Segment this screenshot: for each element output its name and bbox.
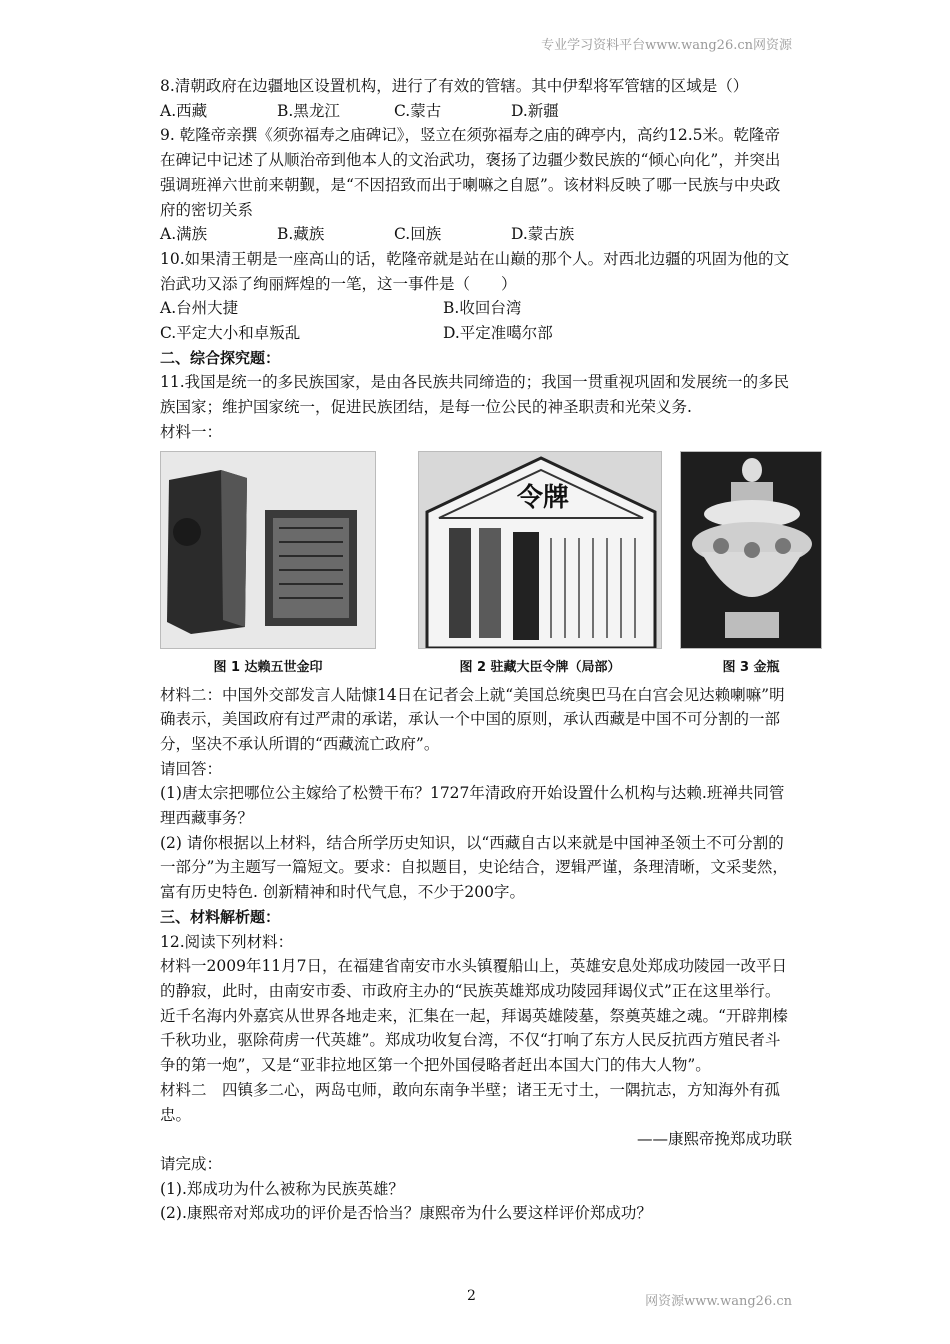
q11-material2: 材料二：中国外交部发言人陆慷14日在记者会上就“美国总统奥巴马在白宫会见达赖喇嘛”明确表示，美国政府有过严肃的承诺，承认一个中国的原则，承认西藏是中国不可分割的一部分，坚决不承认所谓的“西藏流亡政府”。 [160, 685, 785, 753]
q10-option-c: C.平定大小和卓叛乱 [160, 324, 301, 343]
q12-sub1: (1).郑成功为什么被称为民族英雄？ [160, 1179, 404, 1198]
golden-seal-image [160, 451, 376, 649]
page-number: 2 [467, 1288, 476, 1304]
q10-options-row2 [160, 321, 792, 346]
q10-option-a: A.台州大捷 [160, 299, 239, 318]
q8-option-c: C.蒙古 [394, 101, 442, 120]
figure-3-caption: 图 3 金瓶 [722, 659, 780, 675]
q12-material1: 材料一2009年11月7日，在福建省南安市水头镇覆船山上，英雄安息处郑成功陵园一改平日的静寂，此时，由南安市委、市政府主办的“民族英雄郑成功陵园拜谒仪式”正在这里举行。近千名海内外嘉宾从世界各地走来，汇集在一起，拜谒英雄陵墓，祭奠英雄之魂。“开辟荆榛千秋功业，驱除荷虏一代英雄”。郑成功收复台湾，不仅“打响了东方人民反抗西方殖民者斗争的第一炮”，又是“亚非拉地区第一个把外国侵略者赶出本国大门的伟大人物”。 [160, 957, 788, 1075]
footer-watermark: 网资源www.wang26.cn [645, 1294, 792, 1309]
q8-options [160, 99, 792, 124]
q10-option-b: B.收回台湾 [443, 299, 522, 318]
q9-stem: 9. 乾隆帝亲撰《须弥福寿之庙碑记》，竖立在须弥福寿之庙的碑亭内，高约12.5米。乾隆帝在碑记中记述了从顺治帝到他本人的文治武功，褒扬了边疆少数民族的“倾心向化”，并突出强调班禅六世前来朝觐，是“不因招致而出于喇嘛之自愿”。该材料反映了哪一民族与中央政府的密切关系 [160, 126, 781, 219]
document-body [160, 74, 792, 1226]
q10-stem: 10.如果清王朝是一座高山的话，乾隆帝就是站在山巅的那个人。对西北边疆的巩固为他的文治武功又添了绚丽辉煌的一笔，这一事件是（ ） [160, 249, 790, 293]
edict-plaque-image [418, 451, 662, 649]
section2-title: 二、综合探究题： [160, 348, 281, 367]
q11-material1-label: 材料一： [160, 422, 223, 441]
q11-figures [160, 451, 792, 679]
q8-stem: 8.清朝政府在边疆地区设置机构，进行了有效的管辖。其中伊犁将军管辖的区域是（） [160, 77, 749, 95]
q8-option-a: A.西藏 [160, 101, 208, 120]
q12-prompt: 请完成： [160, 1154, 223, 1173]
q9-option-b: B.藏族 [277, 225, 325, 244]
q12-intro: 12.阅读下列材料： [160, 932, 294, 951]
q9-option-a: A.满族 [160, 225, 208, 244]
section3-title: 三、材料解析题： [160, 907, 281, 926]
q11-sub1: (1)唐太宗把哪位公主嫁给了松赞干布？1727年清政府开始设置什么机构与达赖.班禅共同管理西藏事务？ [160, 784, 785, 828]
q11-prompt: 请回答： [160, 759, 223, 778]
q12-sub2: (2).康熙帝对郑成功的评价是否恰当？康熙帝为什么要这样评价郑成功？ [160, 1204, 652, 1223]
q8-option-b: B.黑龙江 [277, 101, 340, 120]
figure-golden-urn [680, 451, 822, 681]
q9-option-c: C.回族 [394, 225, 442, 244]
q10-option-d: D.平定准噶尔部 [443, 324, 553, 343]
q11-sub2: (2) 请你根据以上材料，结合所学历史知识，以“西藏自古以来就是中国神圣领土不可分割的一部分”为主题写一篇短文。要求：自拟题目，史论结合，逻辑严谨，条理清晰，文采斐然，富有历史特色. 创新精神和时代气息，不少于200字。 [160, 833, 788, 902]
q9-options [160, 222, 792, 247]
header-watermark: 专业学习资料平台www.wang26.cn网资源 [541, 38, 792, 53]
figure-1-caption: 图 1 达赖五世金印 [213, 659, 323, 675]
figure-2-caption: 图 2 驻藏大臣令牌（局部） [459, 659, 621, 675]
plaque-sign-text: 令牌 [517, 482, 570, 513]
q10-options-row1 [160, 296, 792, 321]
golden-urn-image [680, 451, 822, 649]
q12-attribution: ——康熙帝挽郑成功联 [636, 1130, 792, 1149]
figure-edict-plaque [418, 451, 662, 681]
q11-intro: 11.我国是统一的多民族国家，是由各民族共同缔造的；我国一贯重视巩固和发展统一的多民族国家；维护国家统一，促进民族团结，是每一位公民的神圣职责和光荣义务. [160, 373, 790, 417]
figure-golden-seal [160, 451, 376, 681]
q8-option-d: D.新疆 [511, 101, 559, 120]
q12-material2: 材料二 四镇多二心，两岛屯师，敢向东南争半壁；诸王无寸土，一隅抗志，方知海外有孤忠。 [160, 1080, 781, 1124]
q9-option-d: D.蒙古族 [511, 225, 575, 244]
